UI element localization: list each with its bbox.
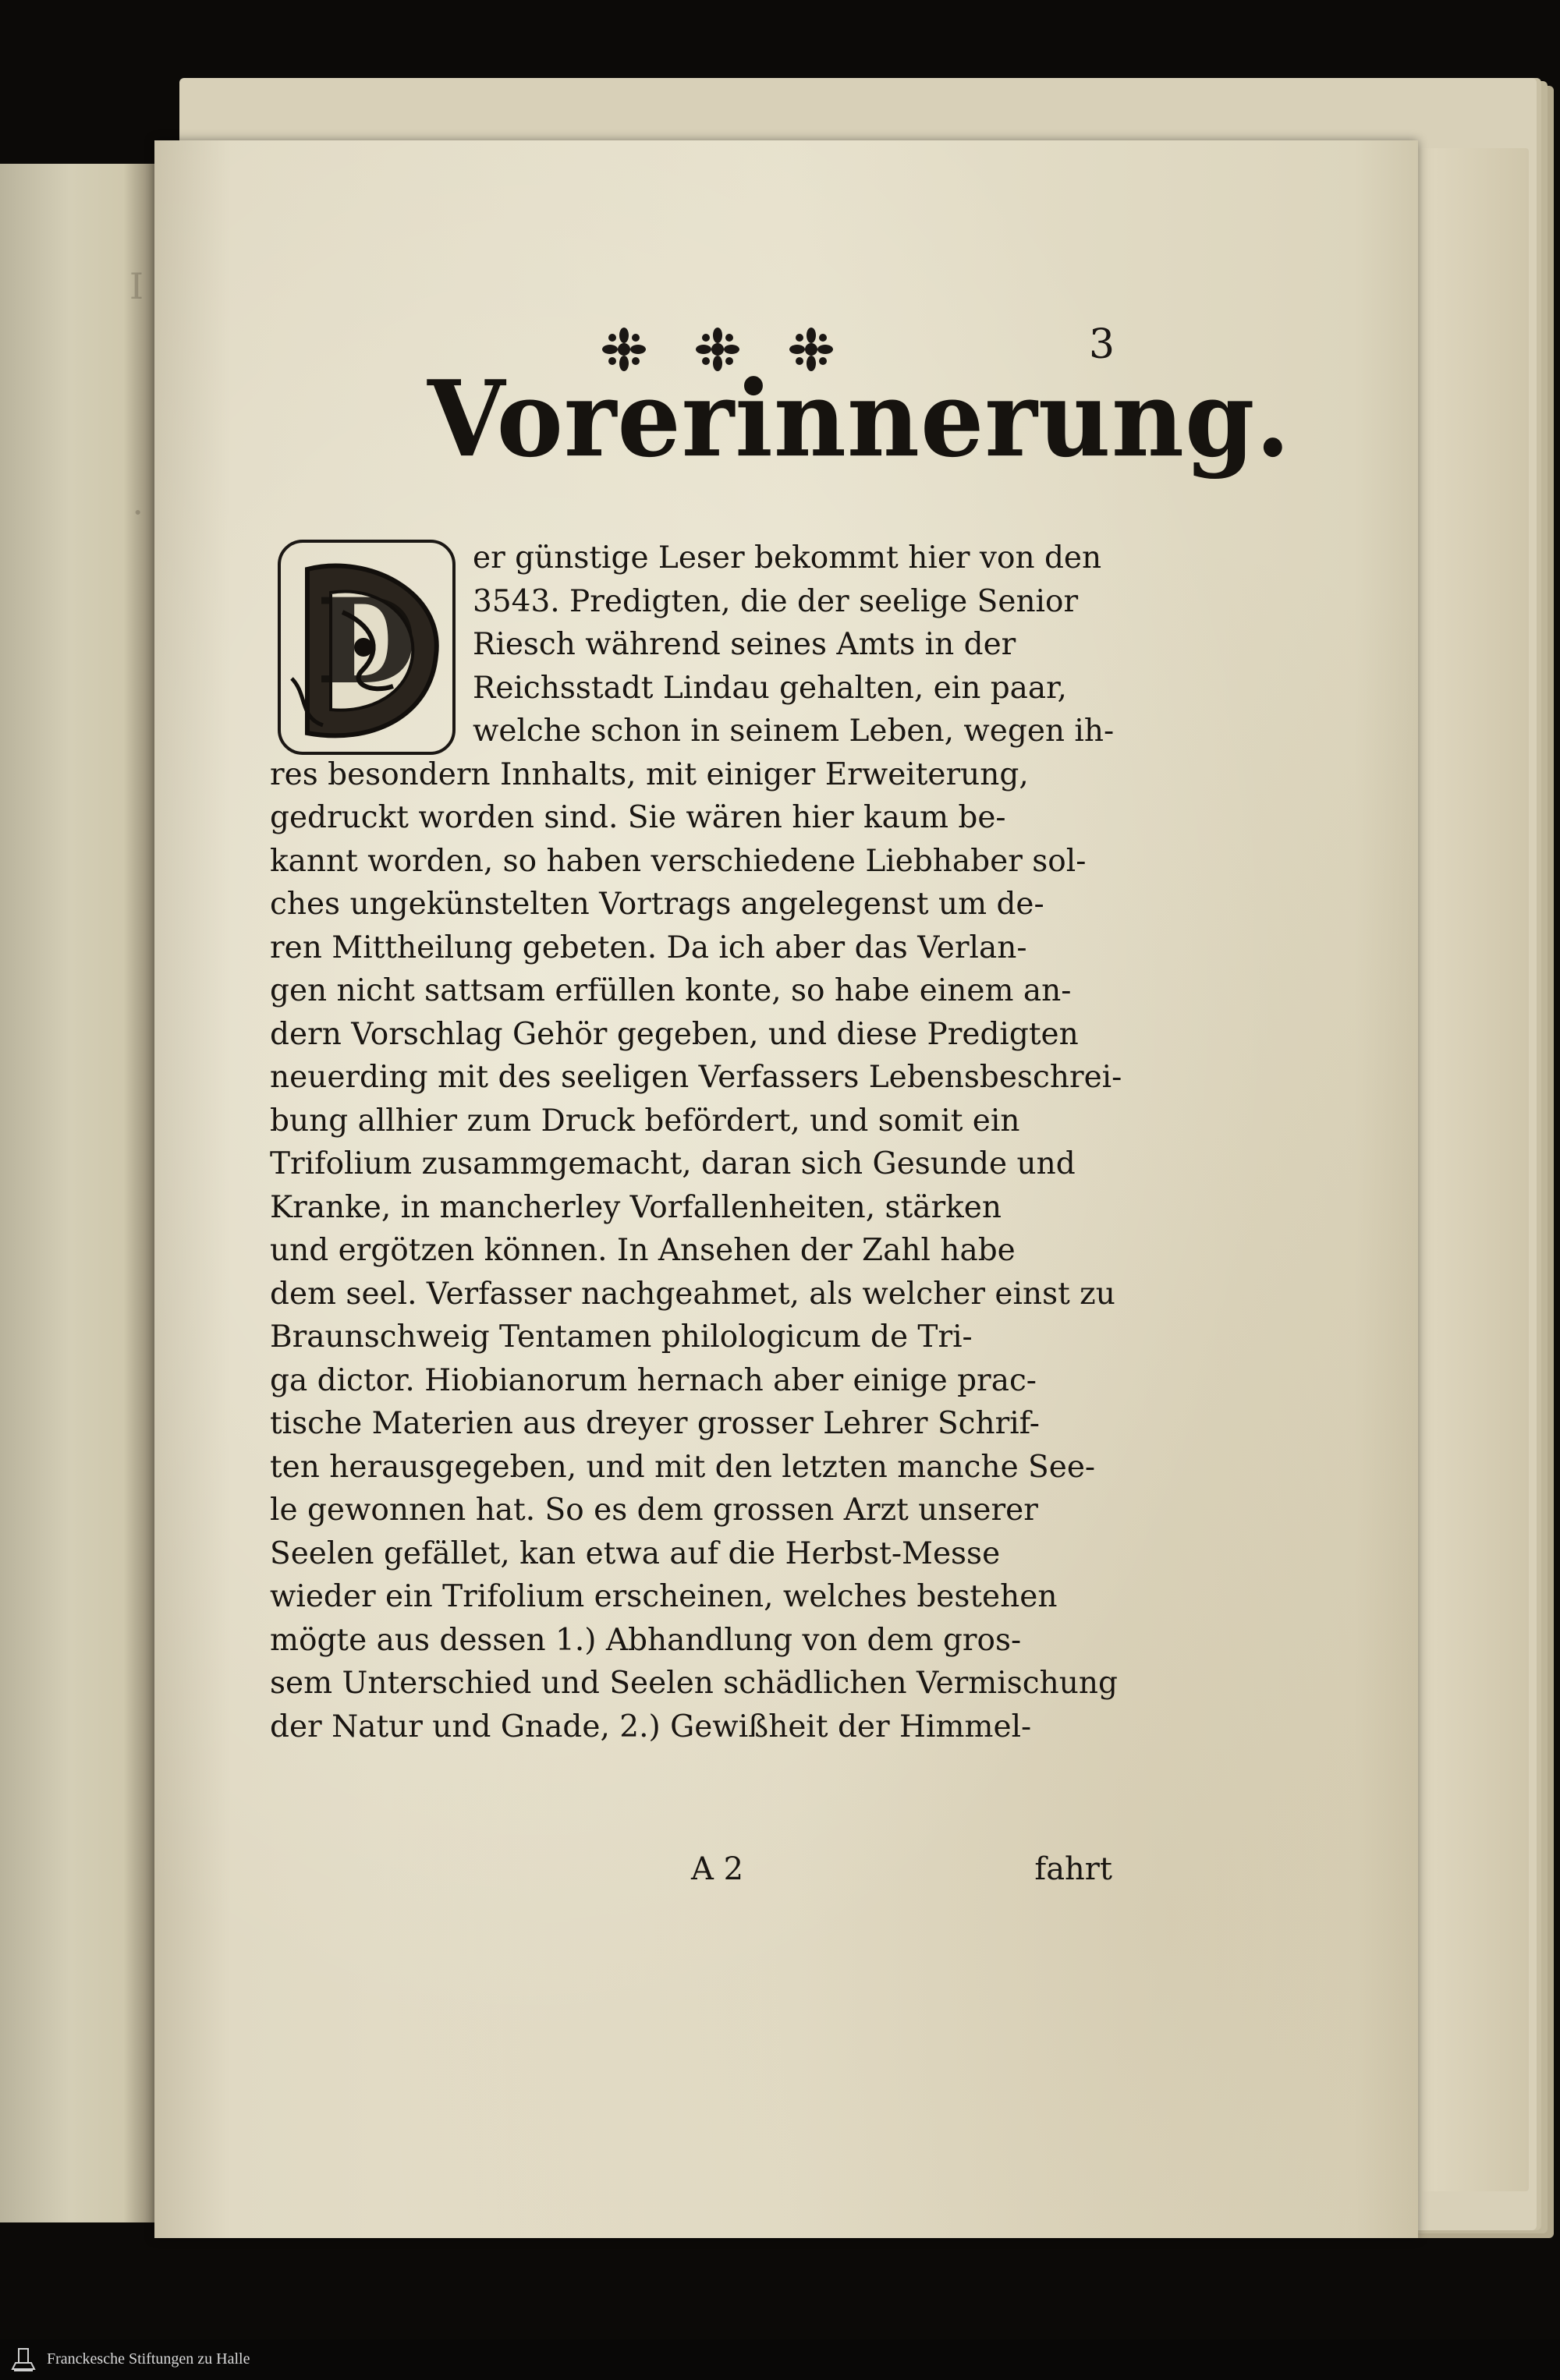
text-line: gedruckt worden sind. Sie wären hier kaum be- [270,800,1006,835]
text-line: neuerding mit des seeligen Verfassers Lebensbeschrei- [270,1060,1122,1095]
text-line: sem Unterschied und Seelen schädlichen Vermischung [270,1666,1118,1701]
text-line: res besondern Innhalts, mit einiger Erweiterung, [270,756,1029,792]
text-line: Braunschweig Tentamen philologicum de Tri- [270,1319,973,1355]
text-line: ren Mittheilung gebeten. Da ich aber das Verlan- [270,930,1027,965]
text-line: wieder ein Trifolium erscheinen, welches bestehen [270,1579,1058,1614]
text-line: dem seel. Verfasser nachgeahmet, als welcher einst zu [270,1276,1115,1312]
text-line: welche schon in seinem Leben, wegen ih- [473,714,1115,749]
signature-mark: A 2 [691,1851,744,1887]
ghost-glyph: · [132,491,144,533]
text-line: und ergötzen können. In Ansehen der Zahl habe [270,1233,1016,1268]
footer-label: Franckesche Stiftungen zu Halle [47,2350,250,2368]
page-number: 3 [1089,321,1115,368]
text-line: Riesch während seines Amts in der [473,627,1016,662]
text-line: ten herausgegeben, und mit den letzten manche See- [270,1449,1096,1485]
text-line: mögte aus dessen 1.) Abhandlung von dem gros- [270,1622,1022,1658]
text-line: ches ungekünstelten Vortrags angelegenst um de- [270,887,1044,922]
text-line: Seelen gefället, kan etwa auf die Herbst-Messe [270,1535,1001,1571]
text-line: ga dictor. Hiobianorum hernach aber einige prac- [270,1362,1037,1398]
institution-logo-icon [8,2346,39,2374]
archive-footer-bar [0,2339,1560,2380]
text-line: le gewonnen hat. So es dem grossen Arzt unserer [270,1493,1038,1528]
text-line: Reichsstadt Lindau gehalten, ein paar, [473,670,1067,706]
text-line: der Natur und Gnade, 2.) Gewißheit der Himmel- [270,1709,1032,1744]
text-line: kannt worden, so haben verschiedene Liebhaber sol- [270,843,1087,879]
page-footer-line [270,1851,1128,1898]
body-text [270,537,1128,1748]
text-line: Kranke, in mancherley Vorfallenheiten, stärken [270,1189,1002,1225]
catchword: fahrt [1034,1851,1112,1887]
text-line: dern Vorschlag Gehör gegeben, und diese Predigten [270,1016,1079,1052]
text-line: er günstige Leser bekommt hier von den [473,540,1102,576]
page-heading: Vorerinnerung. [427,358,1292,481]
text-line: Trifolium zusammgemacht, daran sich Gesunde und [270,1146,1076,1181]
text-line: 3543. Predigten, die der seelige Senior [473,583,1079,619]
text-line: gen nicht sattsam erfüllen konte, so habe einem an- [270,973,1072,1008]
left-page-edge [0,164,154,2222]
text-line: tische Materien aus dreyer grosser Lehrer Schrif- [270,1406,1040,1441]
drop-cap-letter: D [315,573,418,710]
ghost-glyph: I [129,265,144,307]
text-line: bung allhier zum Druck befördert, und somit ein [270,1103,1020,1139]
